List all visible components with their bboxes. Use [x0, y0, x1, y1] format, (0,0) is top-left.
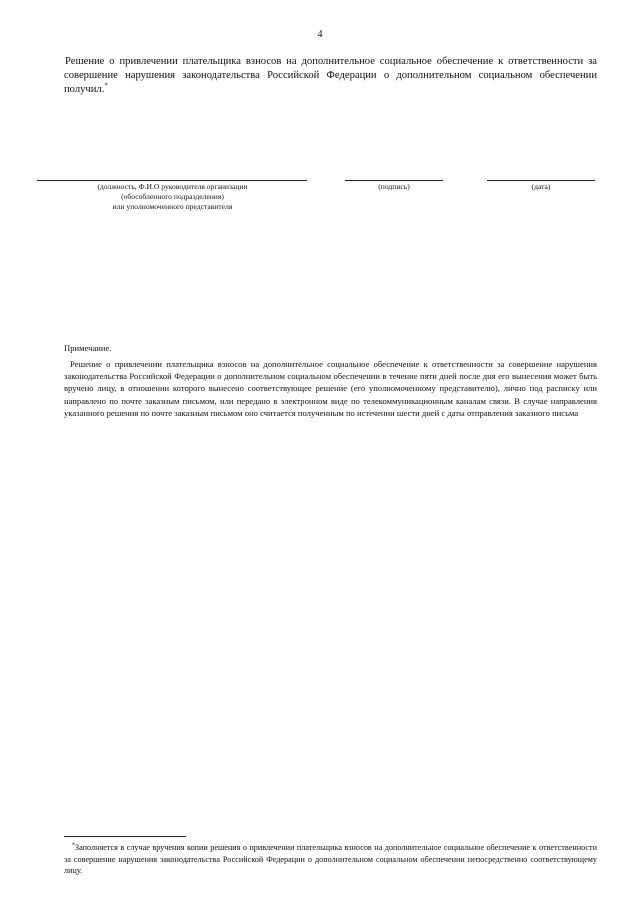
footnote-text: Заполняется в случае вручения копии решения о привлечении плательщика взносов на дополнительное социальное обеспечение к ответственности за совершение нарушения законодательства Российской Федерации о дополнительном социальном обеспечении непосредственно соответствующему лицу. [64, 843, 597, 876]
decision-receipt-statement [64, 55, 597, 97]
page-number: 4 [317, 29, 323, 40]
position-name-line [37, 180, 307, 181]
footnote-reference-mark: * [104, 81, 108, 90]
date-line [487, 180, 595, 181]
footnote [64, 842, 597, 877]
position-caption-line-2: (обособленного подразделения) [121, 192, 224, 201]
position-caption-line-3: или уполномоченного представителя [112, 202, 233, 211]
date-caption: (дата) [531, 182, 551, 191]
footnote-separator [64, 836, 186, 837]
footnote-mark: * [72, 842, 75, 849]
position-name-caption [40, 182, 305, 212]
signature-line [345, 180, 443, 181]
note-text: Решение о привлечении плательщика взносов на дополнительное социальное обеспечение к ответственности за совершение нарушения законодательства Российской Федерации о дополнительном социальном обеспечении в течение пяти дней после дня его вынесения может быть вручено лицу, в отношении которого вынесено соответствующее решение (его уполномоченному представителю), лично под расписку или направлено по почте заказным письмом, или передано в электронном виде по телекоммуникационным каналам связи. В случае направления указанного решения по почте заказным письмом оно считается полученным по истечении шести дней с даты отправления заказного письма [64, 359, 597, 418]
decision-receipt-text: Решение о привлечении плательщика взносов на дополнительное социальное обеспечение к ответственности за совершение нарушения законодательства Российской Федерации о дополнительном социальном обеспечении получил. [64, 56, 597, 95]
note-title: Примечание. [64, 343, 112, 353]
position-caption-line-1: (должность, Ф.И.О руководителя организации [97, 182, 248, 191]
signature-caption: (подпись) [378, 182, 410, 191]
